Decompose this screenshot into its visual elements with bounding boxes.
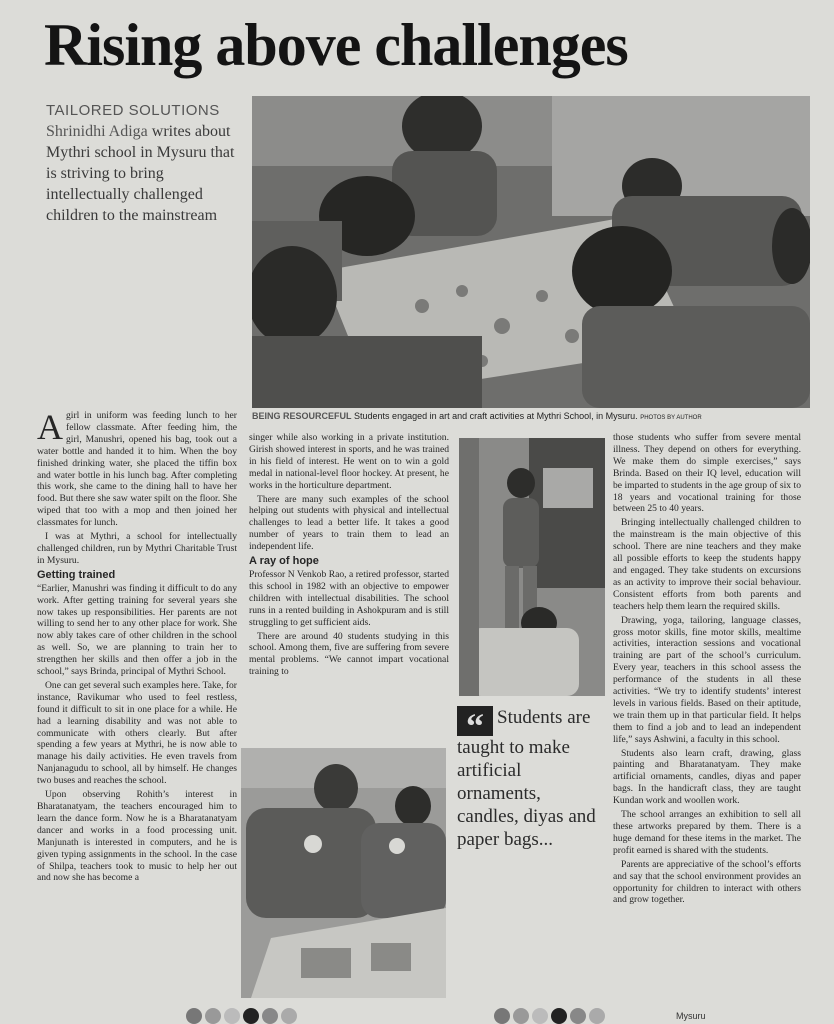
paragraph: Bringing intellectually challenged children to the mainstream is the main objective of this school. There are nine teachers and they make all possible efforts to keep the students happy and engaged. They take students on excursions as an activity to improve their social behaviour. Consistent efforts from both parents and teachers help them learn the required skills.	[613, 517, 801, 612]
article-column-2	[249, 432, 449, 680]
headline: Rising above challenges	[44, 12, 628, 78]
caption-text: Students engaged in art and craft activities at Mythri School, in Mysuru.	[354, 411, 638, 421]
paragraph: Parents are appreciative of the school’s efforts and say that the school environment provides an opportunity for children to interact with others and grow together.	[613, 858, 801, 906]
main-photo	[252, 96, 810, 408]
paragraph: Professor N Venkob Rao, a retired professor, started this school in 1982 with an objective to empower children with intellectual disabilities. The school runs in a rented building in Ashokpuram and is still struggling to get sufficient aids.	[249, 568, 449, 628]
subhead: A ray of hope	[249, 555, 319, 568]
registration-dot	[262, 1008, 278, 1024]
caption-credit: PHOTOS BY AUTHOR	[640, 415, 702, 421]
registration-dot	[281, 1008, 297, 1024]
deck-kicker: TAILORED SOLUTIONS	[46, 102, 220, 119]
registration-dot	[551, 1008, 567, 1024]
registration-dot	[186, 1008, 202, 1024]
registration-dot	[513, 1008, 529, 1024]
registration-dot	[570, 1008, 586, 1024]
teacher-photo-image	[241, 748, 446, 998]
registration-dot	[205, 1008, 221, 1024]
pull-quote	[457, 706, 607, 851]
paragraph: Students also learn craft, drawing, glass painting and Bharatanatyam. They make artificial ornaments, candles, diyas and paper bags. In the handicraft class, they are taught Kundan work and woollen work.	[613, 747, 801, 807]
paragraph: those students who suffer from severe mental illness. They depend on others for everything. We make them do simple exercises,” says Brinda. Based on their IQ level, education will be imparted to students in the age group of six to 18 years and vocational training for those between 25 to 40 years.	[613, 432, 801, 515]
paragraph: There are around 40 students studying in this school. Among them, five are suffering from severe mental problems. “We cannot impart vocational training to	[249, 630, 449, 678]
pull-quote-text: Students are taught to make artificial ornaments, candles, diyas and paper bags...	[457, 707, 596, 850]
article-column-1	[37, 407, 238, 886]
article-deck	[46, 100, 241, 226]
page-footer	[0, 1004, 834, 1024]
dance-photo-image	[459, 438, 605, 696]
deck-author: Shrinidhi Adiga	[46, 123, 148, 140]
article-column-3	[613, 432, 801, 908]
registration-dot	[494, 1008, 510, 1024]
paragraph: One can get several such examples here. Take, for instance, Ravikumar who used to feel restless, found it difficult to sit in one place for a while. He had a learning disability and was not able to communicate with others clearly. But after spending a few years at Mythri, he is now able to manage his daily activities. He even travels from Nanjanagudu to school, all by himself. He changes two buses and reaches the school.	[37, 679, 238, 787]
quote-mark-icon: “	[457, 706, 493, 736]
paragraph: Upon observing Rohith’s interest in Bharatanatyam, the teachers encouraged him to learn the dance form. Now he is a Bharatanatyam dancer and works in a food processing unit. Manjunath is interested in computers, and he is given typing assignments in the school. In the case of Shilpa, teachers took to music to help her out and now she has become a	[37, 789, 237, 884]
caption-lead: BEING RESOURCEFUL	[252, 411, 352, 421]
main-photo-image	[252, 96, 810, 408]
paragraph: There are many such examples of the school helping out students with physical and intellectual challenges to lead a better life. It takes a good number of years to train them to lead an independent life.	[249, 493, 449, 553]
paragraph-text: girl in uniform was feeding lunch to her fellow classmate. After feeding him, the girl, Manushri, opened his bag, took out a water bottle and handed it to him. When the boy finished drinking water, she placed the tiffin box and water bottle in his lunch bag. After completing this work, she came to the dining hall to have her food. But there she saw water spilt on the floor. She wiped that too with a mop and then joined her classmates for lunch.	[37, 410, 237, 529]
photo-caption	[252, 410, 812, 424]
paragraph: Drawing, yoga, tailoring, language classes, gross motor skills, fine motor skills, mealtime activities, interaction sessions and vocational training are part of the school’s curriculum. Every year, teachers in this school assess the performance of the students in all these activities. “We try to identify students’ interest levels in various fields. Based on their aptitude, we train them up in that particular field. It helps them to find a job and to lead an independent life,” says Ashwini, a faculty in this school.	[613, 614, 801, 745]
paragraph: I was at Mythri, a school for intellectually challenged children, run by Mythri Charitable Trust in Mysuru.	[37, 531, 237, 566]
paragraph: “Earlier, Manushri was finding it difficult to do any work. After getting training for several years she now takes up responsibilities. Her parents are not willing to send her to any other place for work. She now ably takes care of other children in the school as well. So, we are planning to train her to strengthen her skills and then offer a job in the school,” says Brinda, principal of Mythri School.	[37, 582, 237, 678]
deck-standfirst: writes about Mythri school in Mysuru that is striving to bring intellectually challenged children to the mainstream	[46, 123, 235, 224]
registration-dot	[243, 1008, 259, 1024]
registration-dot	[224, 1008, 240, 1024]
subhead: Getting trained	[37, 568, 116, 581]
registration-dot	[532, 1008, 548, 1024]
registration-dot	[589, 1008, 605, 1024]
paragraph	[37, 407, 237, 529]
footer-edition-label: Mysuru	[676, 1011, 706, 1021]
drop-cap: A	[37, 407, 63, 447]
dance-photo	[459, 438, 605, 696]
teacher-photo	[241, 748, 446, 998]
paragraph: The school arranges an exhibition to sell all these artworks prepared by them. There is a huge demand for these items in the market. The profit earned is shared with the students.	[613, 809, 801, 856]
paragraph: singer while also working in a private institution. Girish showed interest in sports, and he was trained in his field of interest. He went on to win a gold medal in national-level floor hockey. At present, he works in the horticulture department.	[249, 432, 449, 491]
